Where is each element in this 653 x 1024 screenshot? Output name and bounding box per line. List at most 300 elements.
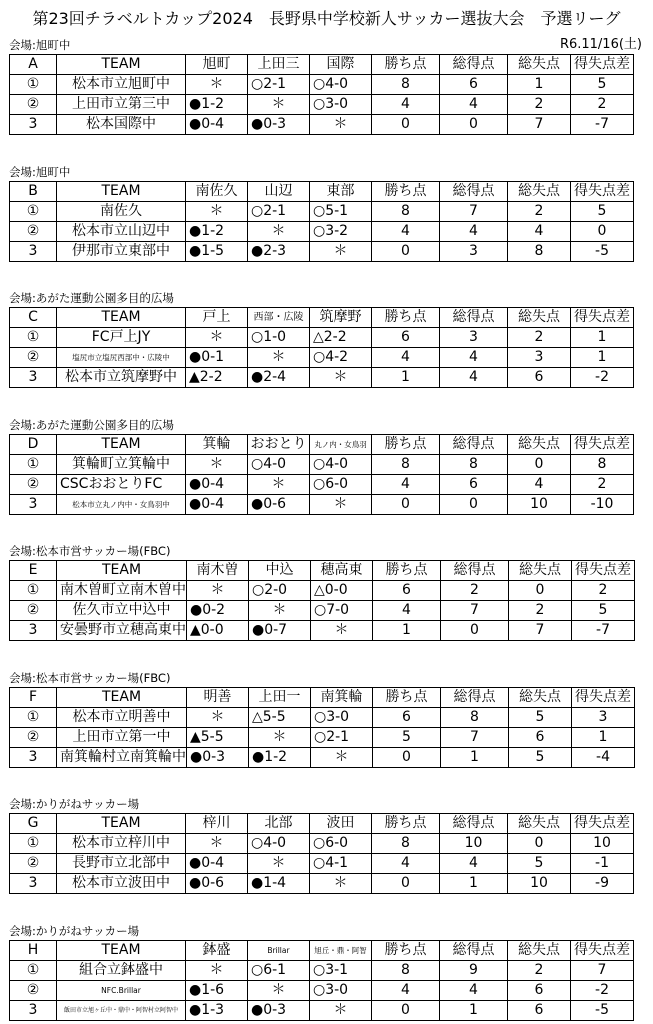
stat-header: 総得点 — [440, 814, 508, 834]
team-name: 松本国際中 — [57, 115, 186, 135]
stat-cell: -10 — [571, 495, 634, 515]
stat-header: 総得点 — [440, 55, 508, 75]
stat-cell: -7 — [572, 621, 635, 641]
rank-cell: ① — [10, 455, 57, 475]
table-row — [10, 961, 634, 981]
stat-cell: 2 — [571, 475, 634, 495]
stat-header: 勝ち点 — [372, 182, 440, 202]
stat-cell: 0 — [372, 115, 440, 135]
opponent-header: 上田一 — [249, 688, 311, 708]
stat-cell: 4 — [372, 475, 440, 495]
stat-header: 総失点 — [508, 182, 571, 202]
stat-cell: 8 — [372, 834, 440, 854]
result-cell: ○3-1 — [310, 961, 372, 981]
rank-cell: ① — [10, 961, 57, 981]
opponent-header: 国際 — [310, 55, 372, 75]
team-header: TEAM — [57, 182, 186, 202]
team-name: 松本市立山辺中 — [57, 222, 186, 242]
result-cell: ○1-0 — [248, 328, 310, 348]
stat-cell: 4 — [372, 348, 440, 368]
result-cell: ●0-6 — [248, 495, 310, 515]
result-cell: ＊ — [248, 854, 310, 874]
group-letter: H — [10, 941, 57, 961]
header-row — [10, 435, 634, 455]
result-cell: ○2-1 — [248, 75, 310, 95]
result-cell: ●0-3 — [248, 115, 310, 135]
team-name: 松本市立波田中 — [57, 874, 186, 894]
result-cell: ○3-2 — [310, 222, 372, 242]
table-row — [10, 601, 635, 621]
result-cell: ○4-0 — [248, 834, 310, 854]
result-cell: ○3-0 — [310, 95, 372, 115]
rank-cell: 3 — [10, 495, 57, 515]
stat-cell: -5 — [571, 1001, 634, 1021]
stat-cell: 6 — [440, 475, 508, 495]
stat-cell: 4 — [372, 981, 440, 1001]
stat-header: 総得点 — [440, 435, 508, 455]
result-cell: ＊ — [186, 328, 248, 348]
stat-cell: 6 — [508, 981, 571, 1001]
team-name: 松本市立旭町中 — [57, 75, 186, 95]
team-name: 南箕輪村立南箕輪中 — [57, 748, 187, 768]
stat-cell: 7 — [509, 621, 572, 641]
rank-cell: ② — [10, 95, 57, 115]
stat-cell: 4 — [372, 95, 440, 115]
venue-label: 会場:あがた運動公園多目的広場 — [9, 418, 174, 432]
stat-cell: 4 — [440, 981, 508, 1001]
table-row — [10, 495, 634, 515]
stat-header: 総失点 — [508, 308, 571, 328]
stat-cell: 0 — [372, 242, 440, 262]
group-table — [9, 181, 634, 262]
result-cell: ●1-5 — [186, 242, 248, 262]
stat-cell: 1 — [571, 328, 634, 348]
result-cell: ●0-1 — [186, 348, 248, 368]
rank-cell: 3 — [10, 115, 57, 135]
result-cell: ＊ — [311, 748, 373, 768]
result-cell: ○2-1 — [311, 728, 373, 748]
stat-cell: 4 — [440, 222, 508, 242]
stat-cell: 8 — [508, 242, 571, 262]
result-cell: ●0-4 — [186, 475, 248, 495]
result-cell: ○4-0 — [310, 75, 372, 95]
group-letter: E — [10, 561, 57, 581]
opponent-header: 筑摩野 — [310, 308, 372, 328]
stat-cell: 4 — [372, 222, 440, 242]
team-name: 伊那市立東部中 — [57, 242, 186, 262]
header-row — [10, 941, 634, 961]
team-name: 上田市立第三中 — [57, 95, 186, 115]
result-cell: ＊ — [249, 601, 311, 621]
result-cell: ▲5-5 — [187, 728, 249, 748]
rank-cell: 3 — [10, 1001, 57, 1021]
team-name: CSCおおとりFC — [57, 475, 186, 495]
table-row — [10, 348, 634, 368]
stat-cell: 8 — [571, 455, 634, 475]
result-cell: ＊ — [186, 455, 248, 475]
stat-cell: 5 — [572, 601, 635, 621]
table-row — [10, 708, 635, 728]
result-cell: ●1-2 — [186, 95, 248, 115]
stat-cell: 1 — [508, 75, 571, 95]
stat-header: 勝ち点 — [372, 435, 440, 455]
table-row — [10, 75, 634, 95]
stat-cell: 4 — [373, 601, 441, 621]
stat-cell: 6 — [372, 328, 440, 348]
stat-header: 勝ち点 — [373, 688, 441, 708]
stat-header: 総失点 — [509, 561, 572, 581]
table-row — [10, 874, 634, 894]
stat-cell: 2 — [571, 95, 634, 115]
result-cell: ＊ — [310, 368, 372, 388]
result-cell: ▲0-0 — [187, 621, 249, 641]
table-row — [10, 748, 635, 768]
result-cell: ＊ — [186, 961, 248, 981]
group-meta — [9, 417, 644, 433]
stat-cell: 0 — [440, 495, 508, 515]
result-cell: ＊ — [248, 222, 310, 242]
stat-cell: 1 — [373, 621, 441, 641]
rank-cell: ② — [10, 475, 57, 495]
header-row — [10, 55, 634, 75]
table-row — [10, 368, 634, 388]
table-row — [10, 455, 634, 475]
opponent-header: 鉢盛 — [186, 941, 248, 961]
result-cell: ＊ — [248, 475, 310, 495]
stat-cell: 3 — [508, 348, 571, 368]
group-meta — [9, 164, 644, 180]
result-cell: △2-2 — [310, 328, 372, 348]
stat-cell: 0 — [509, 581, 572, 601]
team-header: TEAM — [57, 561, 187, 581]
stat-cell: -2 — [571, 981, 634, 1001]
stat-cell: 0 — [372, 874, 440, 894]
match-date: R6.11/16(土) — [559, 37, 642, 52]
team-name: 松本市立筑摩野中 — [57, 368, 186, 388]
group-meta — [9, 37, 644, 53]
stat-cell: 2 — [508, 95, 571, 115]
table-row — [10, 981, 634, 1001]
stat-cell: 3 — [440, 328, 508, 348]
team-name: 佐久市立中込中 — [57, 601, 187, 621]
stat-header: 総失点 — [508, 814, 571, 834]
stat-header: 得失点差 — [571, 814, 634, 834]
stat-header: 総得点 — [440, 308, 508, 328]
stat-header: 勝ち点 — [372, 55, 440, 75]
result-cell: ○3-0 — [311, 708, 373, 728]
header-row — [10, 688, 635, 708]
result-cell: ○4-0 — [310, 455, 372, 475]
table-row — [10, 834, 634, 854]
venue-label: 会場:旭町中 — [9, 165, 71, 179]
stat-header: 得失点差 — [571, 941, 634, 961]
team-name: 南佐久 — [57, 202, 186, 222]
stat-cell: -7 — [571, 115, 634, 135]
table-row — [10, 581, 635, 601]
group-letter: F — [10, 688, 57, 708]
result-cell: ＊ — [310, 115, 372, 135]
group-table — [9, 687, 635, 768]
stat-cell: 1 — [571, 348, 634, 368]
rank-cell: 3 — [10, 621, 57, 641]
group-table — [9, 434, 634, 515]
stat-cell: 3 — [440, 242, 508, 262]
stat-cell: 4 — [508, 475, 571, 495]
stat-header: 総失点 — [508, 435, 571, 455]
opponent-header: 東部 — [310, 182, 372, 202]
stat-cell: 0 — [441, 621, 509, 641]
stat-cell: 5 — [571, 202, 634, 222]
group-table — [9, 54, 634, 135]
group-letter: C — [10, 308, 57, 328]
group-letter: B — [10, 182, 57, 202]
stat-cell: 2 — [508, 202, 571, 222]
stat-cell: 1 — [440, 1001, 508, 1021]
rank-cell: ② — [10, 222, 57, 242]
result-cell: ●2-4 — [248, 368, 310, 388]
opponent-header: 南佐久 — [186, 182, 248, 202]
stat-cell: 2 — [509, 601, 572, 621]
result-cell: ▲2-2 — [186, 368, 248, 388]
result-cell: ●1-2 — [186, 222, 248, 242]
result-cell: ●0-4 — [186, 495, 248, 515]
team-name: FC戸上JY — [57, 328, 186, 348]
stat-cell: -5 — [571, 242, 634, 262]
stat-cell: 7 — [571, 961, 634, 981]
stat-header: 総失点 — [508, 55, 571, 75]
opponent-header: 西部・広陵 — [248, 308, 310, 328]
stat-cell: 1 — [572, 728, 635, 748]
stat-cell: 10 — [508, 874, 571, 894]
result-cell: ＊ — [249, 728, 311, 748]
group-table — [9, 307, 634, 388]
stat-header: 得失点差 — [571, 55, 634, 75]
team-name: 松本市立丸ノ内中・女鳥羽中 — [57, 495, 186, 515]
rank-cell: ① — [10, 708, 57, 728]
group-table — [9, 813, 634, 894]
opponent-header: 南箕輪 — [311, 688, 373, 708]
stat-cell: 6 — [440, 75, 508, 95]
venue-label: 会場:かりがねサッカー場 — [9, 797, 140, 811]
rank-cell: ① — [10, 581, 57, 601]
opponent-header: 戸上 — [186, 308, 248, 328]
stat-cell: -9 — [571, 874, 634, 894]
stat-header: 得失点差 — [572, 561, 635, 581]
stat-header: 総得点 — [441, 688, 509, 708]
venue-label: 会場:あがた運動公園多目的広場 — [9, 291, 174, 305]
stat-cell: 6 — [373, 581, 441, 601]
stat-cell: 8 — [372, 202, 440, 222]
stat-cell: 7 — [441, 601, 509, 621]
stat-header: 勝ち点 — [372, 308, 440, 328]
team-name: 南木曽町立南木曽中 — [57, 581, 187, 601]
stat-cell: 6 — [508, 368, 571, 388]
opponent-header: 丸ノ内・女鳥羽 — [310, 435, 372, 455]
stat-cell: 4 — [440, 348, 508, 368]
stat-header: 得失点差 — [571, 308, 634, 328]
stat-cell: 4 — [508, 222, 571, 242]
table-row — [10, 1001, 634, 1021]
rank-cell: ② — [10, 981, 57, 1001]
stat-header: 総得点 — [440, 182, 508, 202]
rank-cell: ① — [10, 834, 57, 854]
result-cell: ＊ — [310, 1001, 372, 1021]
team-name: 上田市立第一中 — [57, 728, 187, 748]
stat-cell: 1 — [372, 368, 440, 388]
rank-cell: 3 — [10, 874, 57, 894]
result-cell: ●0-4 — [186, 854, 248, 874]
stat-cell: 10 — [440, 834, 508, 854]
result-cell: ●0-2 — [187, 601, 249, 621]
opponent-header: おおとり — [248, 435, 310, 455]
team-name: 松本市立明善中 — [57, 708, 187, 728]
stat-cell: 8 — [372, 75, 440, 95]
opponent-header: 山辺 — [248, 182, 310, 202]
stat-cell: 0 — [373, 748, 441, 768]
group-letter: D — [10, 435, 57, 455]
stat-cell: 10 — [508, 495, 571, 515]
team-header: TEAM — [57, 435, 186, 455]
rank-cell: 3 — [10, 368, 57, 388]
result-cell: ＊ — [186, 834, 248, 854]
venue-label: 会場:かりがねサッカー場 — [9, 924, 140, 938]
rank-cell: ② — [10, 854, 57, 874]
stat-header: 勝ち点 — [373, 561, 441, 581]
team-header: TEAM — [57, 688, 187, 708]
rank-cell: ② — [10, 728, 57, 748]
team-name: 塩尻市立塩尻西部中・広陵中 — [57, 348, 186, 368]
team-header: TEAM — [57, 308, 186, 328]
result-cell: ○4-1 — [310, 854, 372, 874]
table-row — [10, 115, 634, 135]
stat-cell: 9 — [440, 961, 508, 981]
stat-cell: 6 — [508, 1001, 571, 1021]
result-cell: ＊ — [248, 95, 310, 115]
group-meta — [9, 670, 644, 686]
table-row — [10, 95, 634, 115]
rank-cell: ① — [10, 202, 57, 222]
team-name: 組合立鉢盛中 — [57, 961, 186, 981]
opponent-header: 箕輪 — [186, 435, 248, 455]
stat-header: 総失点 — [508, 941, 571, 961]
opponent-header: 穂高東 — [311, 561, 373, 581]
result-cell: ○6-1 — [248, 961, 310, 981]
stat-cell: 0 — [372, 495, 440, 515]
venue-label: 会場:松本市営サッカー場(FBC) — [9, 544, 171, 558]
team-header: TEAM — [57, 55, 186, 75]
stat-cell: 5 — [509, 748, 572, 768]
stat-cell: 5 — [508, 854, 571, 874]
group-meta — [9, 923, 644, 939]
opponent-header: 波田 — [310, 814, 372, 834]
stat-cell: 4 — [372, 854, 440, 874]
result-cell: ●0-6 — [186, 874, 248, 894]
stat-header: 総得点 — [440, 941, 508, 961]
table-row — [10, 328, 634, 348]
stat-cell: -2 — [571, 368, 634, 388]
group-letter: G — [10, 814, 57, 834]
stat-cell: 0 — [508, 455, 571, 475]
group-table — [9, 560, 635, 641]
stat-cell: 2 — [508, 961, 571, 981]
rank-cell: ① — [10, 75, 57, 95]
stat-cell: 0 — [440, 115, 508, 135]
result-cell: ＊ — [187, 581, 249, 601]
venue-label: 会場:旭町中 — [9, 38, 71, 52]
stat-header: 得失点差 — [572, 688, 635, 708]
opponent-header: 南木曽 — [187, 561, 249, 581]
stat-cell: 10 — [571, 834, 634, 854]
table-row — [10, 621, 635, 641]
result-cell: ●0-3 — [187, 748, 249, 768]
venue-label: 会場:松本市営サッカー場(FBC) — [9, 671, 171, 685]
team-header: TEAM — [57, 941, 186, 961]
stat-cell: 6 — [373, 708, 441, 728]
rank-cell: ① — [10, 328, 57, 348]
group-letter: A — [10, 55, 57, 75]
team-name: 飯田市立旭ヶ丘中・鼎中・阿智村立阿智中 — [57, 1001, 186, 1021]
stat-cell: 2 — [508, 328, 571, 348]
team-name: 安曇野市立穂高東中 — [57, 621, 187, 641]
result-cell: ○4-2 — [310, 348, 372, 368]
result-cell: △0-0 — [311, 581, 373, 601]
result-cell: ＊ — [310, 495, 372, 515]
opponent-header: 旭町 — [186, 55, 248, 75]
result-cell: ＊ — [311, 621, 373, 641]
rank-cell: ② — [10, 348, 57, 368]
result-cell: ●2-3 — [248, 242, 310, 262]
stat-cell: 2 — [572, 581, 635, 601]
result-cell: ○7-0 — [311, 601, 373, 621]
header-row — [10, 308, 634, 328]
stat-header: 得失点差 — [571, 182, 634, 202]
stat-header: 勝ち点 — [372, 941, 440, 961]
result-cell: ＊ — [248, 981, 310, 1001]
stat-cell: 3 — [572, 708, 635, 728]
opponent-header: 上田三 — [248, 55, 310, 75]
stat-cell: 7 — [440, 202, 508, 222]
opponent-header: 中込 — [249, 561, 311, 581]
result-cell: ●0-3 — [248, 1001, 310, 1021]
team-name: 長野市立北部中 — [57, 854, 186, 874]
opponent-header: Brillar — [248, 941, 310, 961]
rank-cell: 3 — [10, 242, 57, 262]
result-cell: ○6-0 — [310, 834, 372, 854]
result-cell: ●1-4 — [248, 874, 310, 894]
stat-cell: 7 — [508, 115, 571, 135]
stat-cell: 4 — [440, 854, 508, 874]
result-cell: ○5-1 — [310, 202, 372, 222]
table-row — [10, 242, 634, 262]
stat-cell: 4 — [440, 368, 508, 388]
rank-cell: ② — [10, 601, 57, 621]
result-cell: ＊ — [186, 202, 248, 222]
table-row — [10, 854, 634, 874]
stat-cell: 6 — [509, 728, 572, 748]
opponent-header: 北部 — [248, 814, 310, 834]
stat-cell: 0 — [571, 222, 634, 242]
group-meta — [9, 796, 644, 812]
stat-header: 勝ち点 — [372, 814, 440, 834]
team-header: TEAM — [57, 814, 186, 834]
table-row — [10, 202, 634, 222]
stat-cell: 0 — [372, 1001, 440, 1021]
stat-cell: 8 — [440, 455, 508, 475]
opponent-header: 旭丘・鼎・阿智 — [310, 941, 372, 961]
result-cell: △5-5 — [249, 708, 311, 728]
stat-cell: 5 — [571, 75, 634, 95]
result-cell: ●1-3 — [186, 1001, 248, 1021]
